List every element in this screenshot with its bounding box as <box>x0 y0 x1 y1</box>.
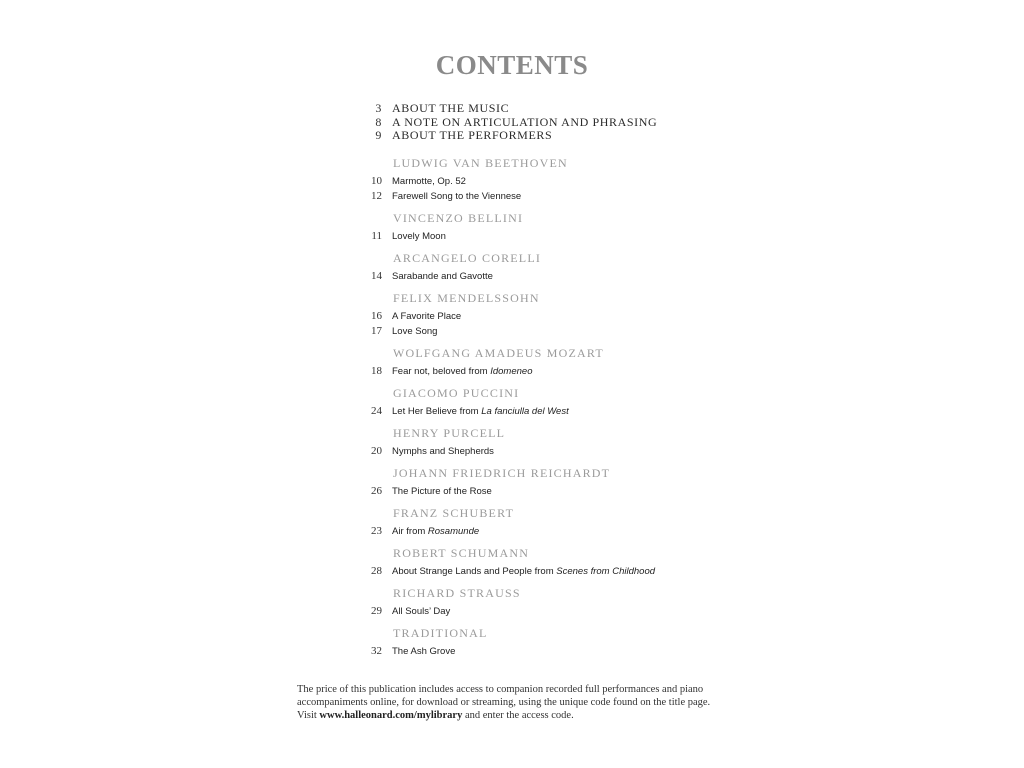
footer-line <box>297 709 767 722</box>
composer-name: RICHARD STRAUSS <box>393 586 521 600</box>
toc-entry[interactable] <box>360 267 880 281</box>
toc-entry[interactable] <box>360 172 880 186</box>
composer-section <box>360 546 880 576</box>
composer-section <box>360 586 880 616</box>
page-number: 20 <box>371 445 382 457</box>
toc-entry[interactable] <box>360 322 880 336</box>
toc-entry[interactable] <box>360 602 880 616</box>
composer-name: HENRY PURCELL <box>393 426 506 440</box>
footer-text: and enter the access code. <box>462 710 574 721</box>
page-number: 24 <box>371 405 382 417</box>
page-number: 12 <box>371 190 382 202</box>
footer-line: accompaniments online, for download or streaming, using the unique code found on the title page. <box>297 697 711 708</box>
piece-title: Farewell Song to the Viennese <box>392 191 522 202</box>
page-number: 26 <box>371 485 382 497</box>
toc-entry[interactable] <box>360 362 880 376</box>
toc-entry[interactable] <box>360 227 880 241</box>
page-title: CONTENTS <box>435 50 589 80</box>
toc-entry[interactable] <box>360 187 880 201</box>
composer-section <box>360 466 880 496</box>
composer-name: WOLFGANG AMADEUS MOZART <box>393 346 604 360</box>
composer-section <box>360 291 880 336</box>
from-text: from <box>465 366 491 377</box>
composer-section <box>360 426 880 456</box>
composer-name: LUDWIG VAN BEETHOVEN <box>393 156 568 170</box>
toc-entry[interactable] <box>360 402 880 416</box>
work-title: La fanciulla del West <box>481 406 569 417</box>
piece-title: Love Song <box>392 326 438 337</box>
composer-name: FELIX MENDELSSOHN <box>393 291 540 305</box>
from-text: from <box>531 566 557 577</box>
entry-label: ABOUT THE MUSIC <box>392 101 510 115</box>
toc-entry[interactable] <box>360 482 880 496</box>
composer-name: TRADITIONAL <box>393 626 488 640</box>
toc-entry[interactable] <box>360 102 860 116</box>
piece-title: Nymphs and Shepherds <box>392 446 494 457</box>
page-number: 9 <box>375 128 382 143</box>
page-number: 11 <box>371 230 382 242</box>
page-number: 8 <box>375 114 382 129</box>
composer-section <box>360 346 880 376</box>
piece-title: Marmotte, Op. 52 <box>392 176 466 187</box>
toc-entry[interactable] <box>360 642 880 656</box>
composer-section <box>360 506 880 536</box>
toc-entry[interactable] <box>360 522 880 536</box>
composer-section <box>360 251 880 281</box>
page-number: 14 <box>371 270 382 282</box>
composer-name: ROBERT SCHUMANN <box>393 546 530 560</box>
intro-section <box>360 102 860 143</box>
work-title: Idomeneo <box>490 366 533 377</box>
piece-title: Fear not, beloved <box>392 366 466 377</box>
library-link[interactable]: www.halleonard.com/mylibrary <box>319 710 463 721</box>
page-number: 28 <box>371 565 382 577</box>
composer-name: VINCENZO BELLINI <box>393 211 524 225</box>
piece-title: A Favorite Place <box>392 311 462 322</box>
page-number: 10 <box>371 175 382 187</box>
piece-title: Let Her Believe <box>392 406 457 417</box>
access-note <box>297 683 767 722</box>
entry-label: A NOTE ON ARTICULATION AND PHRASING <box>392 114 658 129</box>
composer-section <box>360 386 880 416</box>
page-number: 17 <box>371 325 382 337</box>
footer-line: The price of this publication includes access to companion recorded full performances and piano <box>297 684 704 695</box>
toc-entry[interactable] <box>360 562 880 576</box>
toc-entry[interactable] <box>360 307 880 321</box>
composer-name: JOHANN FRIEDRICH REICHARDT <box>393 466 611 480</box>
composer-section <box>360 211 880 241</box>
piece-title: The Picture of the Rose <box>392 486 492 497</box>
composer-name: ARCANGELO CORELLI <box>393 251 542 265</box>
piece-title: About Strange Lands and People <box>392 566 532 577</box>
page-number: 29 <box>371 605 382 617</box>
page-number: 23 <box>371 525 382 537</box>
piece-title: Sarabande and Gavotte <box>392 271 493 282</box>
toc-entry[interactable] <box>360 116 860 130</box>
footer-text: Visit <box>297 710 320 721</box>
from-text: from <box>456 406 482 417</box>
work-title: Scenes from Childhood <box>556 566 656 577</box>
page-number: 32 <box>371 645 382 657</box>
composer-name: FRANZ SCHUBERT <box>393 506 515 520</box>
piece-title: Air <box>392 526 404 537</box>
from-text: from <box>403 526 428 537</box>
page-number: 16 <box>371 310 382 322</box>
composer-section <box>360 156 880 201</box>
toc-entry[interactable] <box>360 129 860 143</box>
piece-title: Lovely Moon <box>392 231 446 242</box>
piece-title: All Souls’ Day <box>392 606 451 617</box>
page-number: 18 <box>371 365 382 377</box>
composer-section <box>360 626 880 656</box>
piece-title: The Ash Grove <box>392 646 456 657</box>
toc-entry[interactable] <box>360 442 880 456</box>
page-number: 3 <box>375 101 382 115</box>
entry-label: ABOUT THE PERFORMERS <box>392 128 553 143</box>
composer-name: GIACOMO PUCCINI <box>393 386 520 400</box>
work-title: Rosamunde <box>427 526 480 537</box>
